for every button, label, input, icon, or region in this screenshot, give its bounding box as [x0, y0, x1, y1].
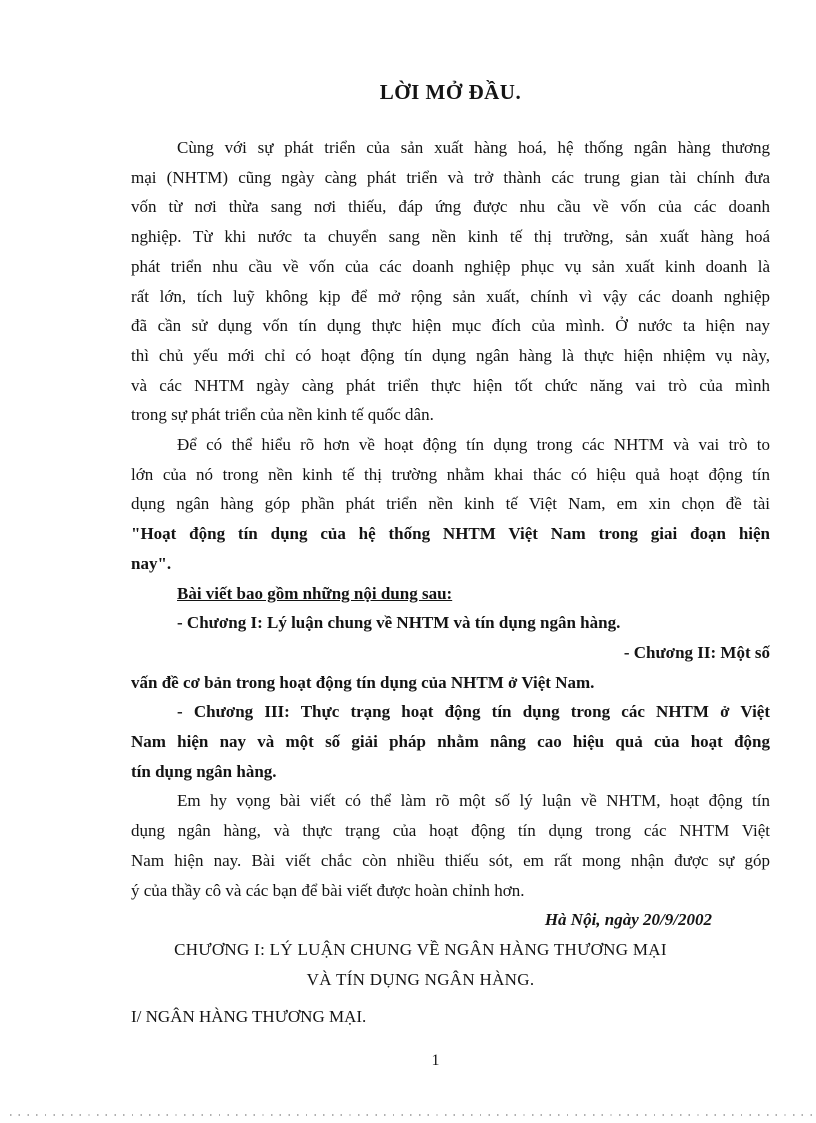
- text-line: "Hoạt động tín dụng của hệ thống NHTM Việt Nam trong giai đoạn hiện: [131, 524, 770, 544]
- text-line: dụng ngân hàng, và thực trạng của hoạt động tín dụng trong các NHTM Việt: [131, 821, 770, 841]
- text-line: Bài viết bao gồm những nội dung sau:: [177, 583, 453, 603]
- document-body: [131, 133, 770, 1032]
- text-line: Nam hiện nay và một số giải pháp nhằm nâng cao hiệu quả của hoạt động: [131, 732, 770, 752]
- date-line: Hà Nội, ngày 20/9/2002: [544, 910, 712, 930]
- text-line: - Chương III: Thực trạng hoạt động tín dụng trong các NHTM ở Việt: [177, 702, 770, 722]
- blank-line: [131, 994, 770, 1002]
- chapter-heading-line: VÀ TÍN DỤNG NGÂN HÀNG.: [306, 969, 535, 989]
- text-line: Em hy vọng bài viết có thể làm rõ một số lý luận về NHTM, hoạt động tín: [177, 791, 770, 811]
- text-line: lớn của nó trong nền kinh tế thị trường nhằm khai thác có hiệu quả hoạt động tín: [131, 464, 770, 484]
- text-line: vấn đề cơ bản trong hoạt động tín dụng của NHTM ở Việt Nam.: [131, 672, 595, 692]
- text-line: nay".: [131, 553, 172, 573]
- text-line: đã cần sử dụng vốn tín dụng thực hiện mục đích của mình. Ở nước ta hiện nay: [131, 316, 770, 336]
- text-line: vốn từ nơi thừa sang nơi thiếu, đáp ứng được nhu cầu về vốn của các doanh: [131, 197, 770, 217]
- section-heading-line: I/ NGÂN HÀNG THƯƠNG MẠI.: [131, 1007, 367, 1027]
- text-line: ý của thầy cô và các bạn để bài viết được hoàn chỉnh hơn.: [131, 880, 525, 900]
- document-title: LỜI MỞ ĐẦU.: [379, 80, 522, 104]
- text-line: Nam hiện nay. Bài viết chắc còn nhiều thiếu sót, em rất mong nhận được sự góp: [131, 850, 770, 870]
- text-line: nghiệp. Từ khi nước ta chuyển sang nền kinh tế thị trường, sản xuất hàng hoá: [131, 227, 770, 247]
- text-line: - Chương II: Một số: [623, 642, 770, 662]
- text-line: tín dụng ngân hàng.: [131, 761, 277, 781]
- page-bottom-dotted-border: [10, 1114, 813, 1116]
- text-line: thì chủ yếu mới chỉ có hoạt động tín dụng ngân hàng là thực hiện nhiệm vụ này,: [131, 345, 770, 365]
- text-line: mại (NHTM) cũng ngày càng phát triển và trở thành các trung gian tài chính đưa: [131, 167, 770, 187]
- text-line: - Chương I: Lý luận chung về NHTM và tín dụng ngân hàng.: [177, 613, 621, 633]
- text-line: phát triển nhu cầu về vốn của các doanh nghiệp phục vụ sản xuất kinh doanh là: [131, 256, 770, 276]
- text-line: rất lớn, tích luỹ không kịp để mở rộng sản xuất, chính vì vậy các doanh nghiệp: [131, 286, 770, 306]
- page-number: 1: [431, 1052, 440, 1069]
- text-line: Cùng với sự phát triển của sản xuất hàng hoá, hệ thống ngân hàng thương: [177, 138, 770, 157]
- text-line: Để có thể hiểu rõ hơn về hoạt động tín dụng trong các NHTM và vai trò to: [177, 435, 770, 455]
- chapter-heading-line: CHƯƠNG I: LÝ LUẬN CHUNG VỀ NGÂN HÀNG THƯƠNG MẠI: [174, 939, 667, 959]
- text-line: dụng ngân hàng góp phần phát triển nền kinh tế Việt Nam, em xin chọn đề tài: [131, 494, 770, 514]
- text-line: trong sự phát triển của nền kinh tế quốc dân.: [131, 405, 434, 425]
- text-line: và các NHTM ngày càng phát triển thực hiện tốt chức năng vai trò của mình: [131, 375, 770, 395]
